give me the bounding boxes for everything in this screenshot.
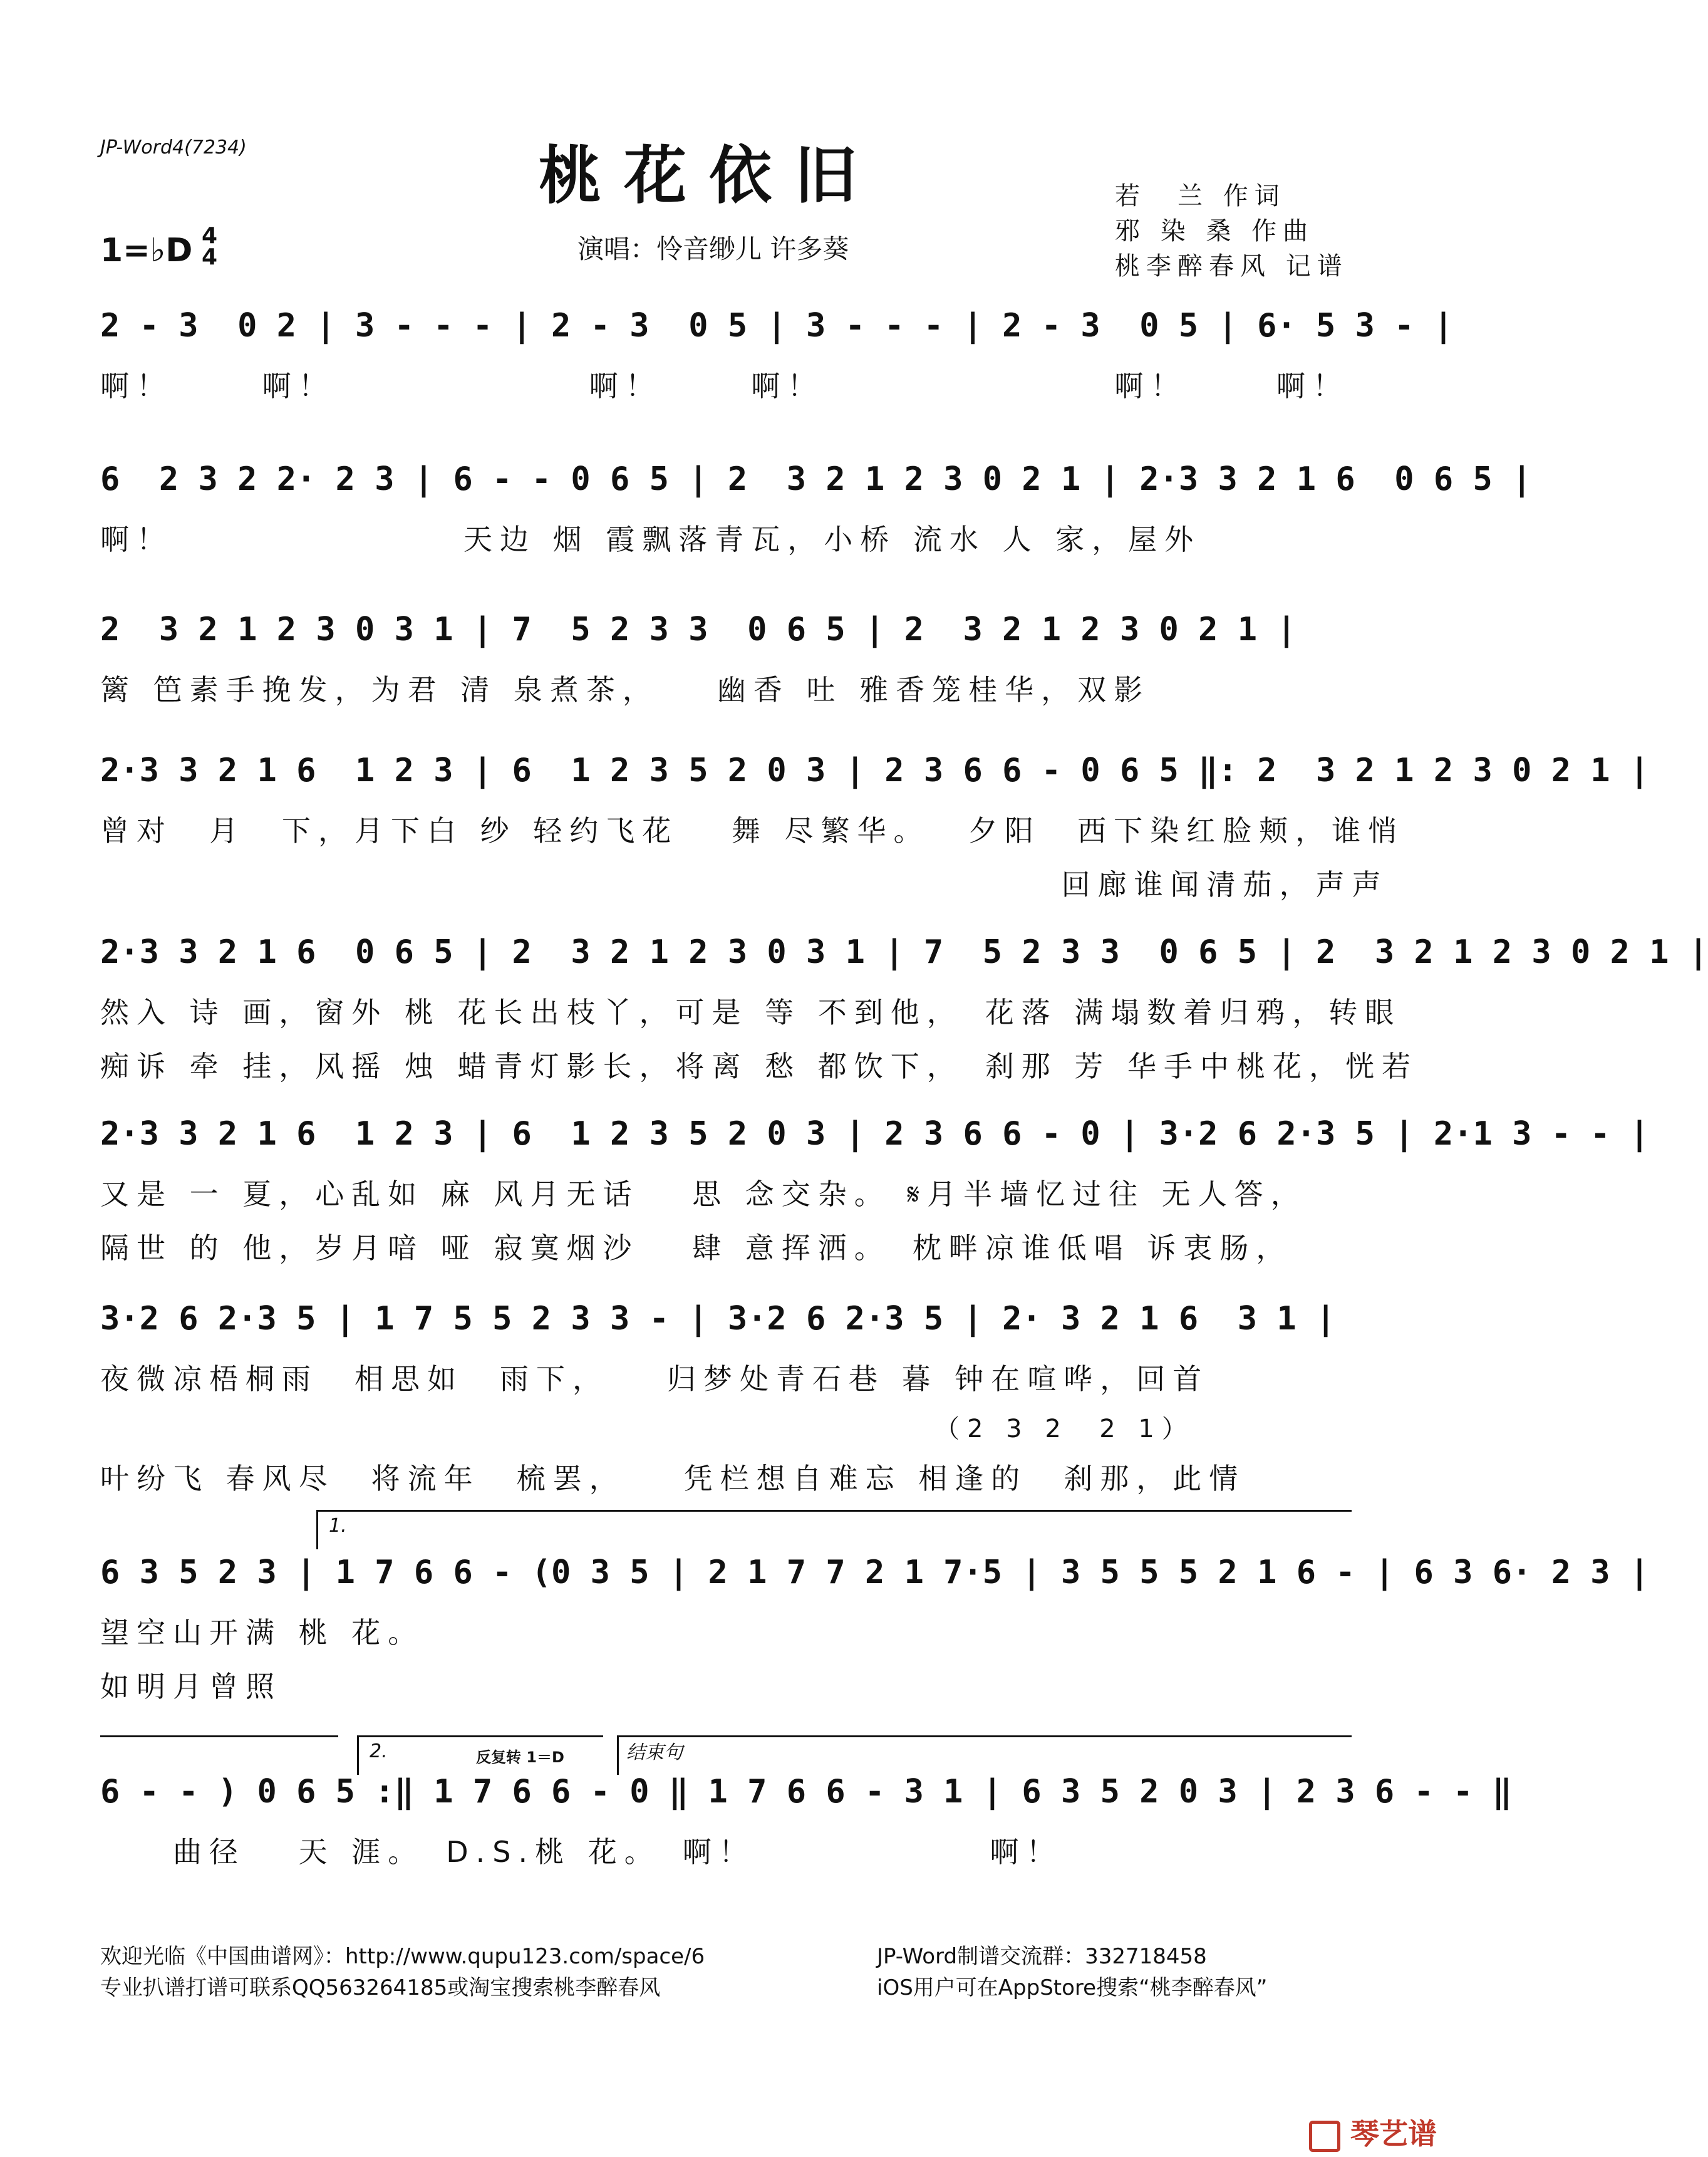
volta-label-2: 2. (370, 1740, 388, 1762)
lyric-line-1: 然入 诗 画，窗外 桃 花长出枝丫，可是 等 不到他， 花落 满塌数着归鸦，转眼 (100, 995, 1402, 1029)
lyric-line-2: 隔世 的 他，岁月喑 哑 寂寞烟沙 肆 意挥洒。 枕畔凉谁低唱 诉衷肠， (100, 1231, 1293, 1265)
song-title: 桃花依旧 (539, 138, 879, 212)
notation-line: 6 2 3 2 2· 2 3 | 6 - - 0 6 5 | 2 3 2 1 2 3 0 2 1 | 2·3 3 2 1 6 0 6 5 | (100, 460, 1532, 498)
continuation-line (100, 1735, 338, 1737)
score-system-4 (100, 752, 1650, 903)
score-system-3 (100, 611, 1353, 709)
footer-site-line: 欢迎光临《中国曲谱网》：http://www.qupu123.com/space/6 (100, 1944, 705, 1969)
volta-bracket-1 (316, 1510, 1352, 1549)
lyric-line-1: 曲径 天 涯。 D.S.桃 花。 啊！ 啊！ (100, 1835, 1063, 1869)
score-system-1 (100, 307, 1454, 405)
lyric-line-1: 望空山开满 桃 花。 (100, 1616, 425, 1650)
logo-mark-icon (1309, 2121, 1340, 2152)
lyric-line-1: 又是 一 夏，心乱如 麻 风月无话 思 念交杂。 𝄋月半墙忆过往 无人答， (100, 1177, 1307, 1211)
notation-line: 2·3 3 2 1 6 0 6 5 | 2 3 2 1 2 3 0 3 1 | 7 5 2 3 3 0 6 5 | 2 3 2 1 2 3 0 2 1 | (100, 933, 1708, 971)
credits (1115, 179, 1348, 284)
lyric-line-2: 回廊谁闻清茄，声声 (100, 868, 1389, 902)
lyric-line-2: （2 3 2 2 1） (100, 1415, 1194, 1443)
score-system-8 (100, 1554, 1650, 1705)
lyric-line-2: 如明月曾照 (100, 1670, 282, 1703)
footer-contact-line: 专业扒谱打谱可联系QQ563264185或淘宝搜索桃李醉春风 (100, 1975, 661, 2000)
lyric-line-1: 啊！ 啊！ 啊！ 啊！ 啊！ 啊！ (100, 369, 1349, 403)
lyric-line-1: 夜微凉梧桐雨 相思如 雨下， 归梦处青石巷 暮 钟在喧哗，回首 (100, 1362, 1209, 1396)
score-system-5 (100, 933, 1708, 1085)
lyric-line-1: 啊！ 天边 烟 霞飘落青瓦，小桥 流水 人 家，屋外 (100, 522, 1201, 556)
notation-line: 6 3 5 2 3 | 1 7 6 6 - (0 3 5 | 2 1 7 7 2 1 7·5 | 3 5 5 5 2 1 6 - | 6 3 6· 2 3 | (100, 1554, 1650, 1591)
ending-label: 结束句 (626, 1742, 683, 1764)
lyric-line-2: 痴诉 牵 挂，风摇 烛 蜡青灯影长，将离 愁 都饮下， 刹那 芳 华手中桃花，恍若 (100, 1049, 1418, 1083)
lyric-line-1: 篱 笆素手挽发，为君 清 泉煮茶， 幽香 吐 雅香笼桂华，双影 (100, 673, 1151, 707)
singers-line: 演唱：怜音缈儿 许多葵 (577, 234, 849, 264)
score-system-2 (100, 460, 1532, 558)
repeat-instruction: 反复转 1＝D (476, 1749, 564, 1766)
score-system-6 (100, 1115, 1650, 1267)
logo-text: 琴艺谱 (1350, 2117, 1437, 2151)
volta-label-1: 1. (329, 1515, 347, 1537)
notation-line: 6 - - ) 0 6 5 :‖ 1 7 6 6 - 0 ‖ 1 7 6 6 - 3 1 | 6 3 5 2 0 3 | 2 3 6 - - ‖ (100, 1773, 1513, 1811)
notation-line: 2·3 3 2 1 6 1 2 3 | 6 1 2 3 5 2 0 3 | 2 3 6 6 - 0 6 5 ‖: 2 3 2 1 2 3 0 2 1 | (100, 752, 1650, 789)
qinyipu-logo (1309, 2111, 1437, 2153)
score-system-9 (100, 1773, 1513, 1871)
notation-line: 3·2 6 2·3 5 | 1 7 5 5 2 3 3 - | 3·2 6 2·3 5 | 2· 3 2 1 6 3 1 | (100, 1300, 1336, 1338)
ending-bracket (617, 1735, 1352, 1775)
notation-line: 2·3 3 2 1 6 1 2 3 | 6 1 2 3 5 2 0 3 | 2 3 6 6 - 0 | 3·2 6 2·3 5 | 2·1 3 - - | (100, 1115, 1650, 1153)
transcriber-credit: 桃李醉春风 记谱 (1115, 252, 1348, 281)
score-system-7 (100, 1300, 1353, 1497)
key-signature: 1=♭D (100, 232, 193, 269)
notation-line: 2 3 2 1 2 3 0 3 1 | 7 5 2 3 3 0 6 5 | 2 3 2 1 2 3 0 2 1 | (100, 611, 1297, 648)
footer-app-line: iOS用户可在AppStore搜索“桃李醉春风” (877, 1975, 1268, 2000)
lyric-line-1: 曾对 月 下，月下白 纱 轻约飞花 舞 尽繁华。 夕阳 西下染红脸颊，谁悄 (100, 814, 1405, 848)
time-bottom: 4 (202, 244, 218, 270)
footer-group-line: JP-Word制谱交流群：332718458 (877, 1944, 1207, 1969)
composer-credit: 邪 染 桑 作曲 (1115, 217, 1315, 246)
time-top: 4 (202, 223, 218, 249)
lyric-line-3: 叶纷飞 春风尽 将流年 梳罢， 凭栏想自难忘 相逢的 刹那，此情 (100, 1462, 1246, 1495)
notation-line: 2 - 3 0 2 | 3 - - - | 2 - 3 0 5 | 3 - - - | 2 - 3 0 5 | 6· 5 3 - | (100, 307, 1454, 345)
software-label: JP-Word4(7234) (100, 137, 247, 159)
lyricist-credit: 若 兰 作词 (1115, 182, 1286, 211)
time-signature (202, 223, 218, 270)
